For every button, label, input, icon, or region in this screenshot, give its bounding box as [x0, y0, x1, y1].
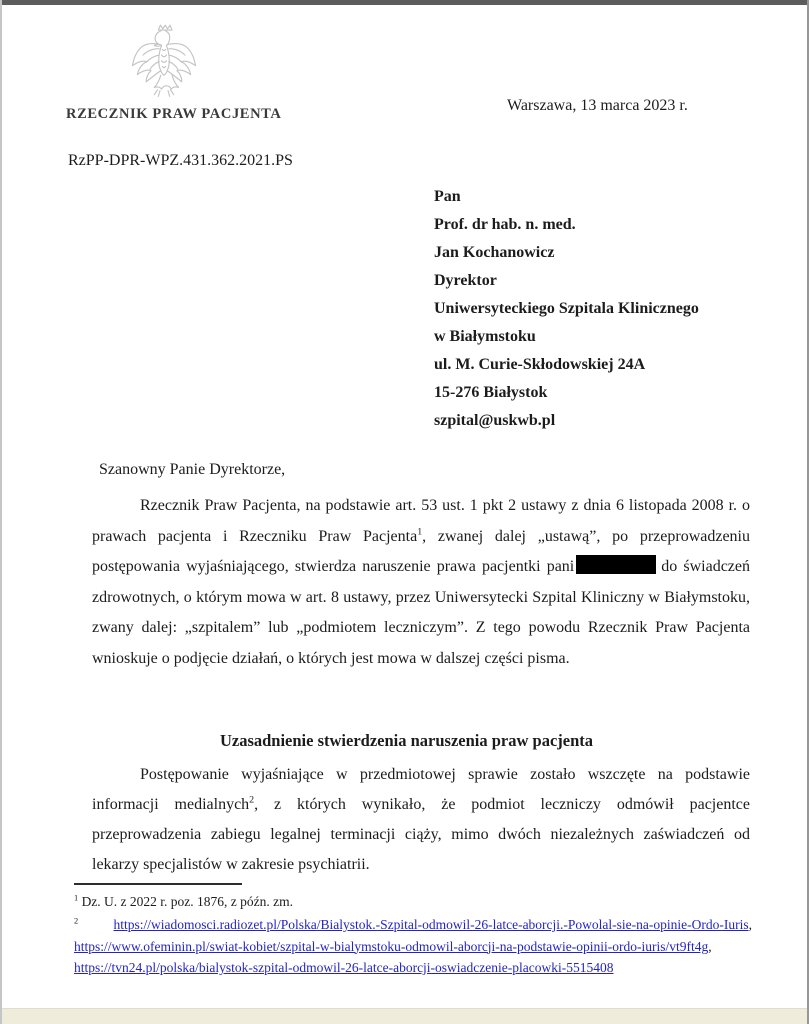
addressee-line: ul. M. Curie-Skłodowskiej 24A [434, 356, 646, 373]
footnote-link-ofeminin[interactable]: https://www.ofeminin.pl/swiat-kobiet/szpital-w-bialymstoku-odmowil-aborcji-na-podstawie-opinii-ordo-iuris/vt9ft4g [74, 938, 709, 954]
addressee-block [434, 183, 699, 435]
footnote-link-tvn24[interactable]: https://tvn24.pl/polska/bialystok-szpital-odmowil-26-latce-aborcji-oswiadczenie-placowki-5515408 [74, 960, 614, 975]
paragraph-text: do świadczeń zdrowotnych, o którym mowa w art. 8 ustawy, przez Uniwersytecki Szpital Kliniczny w Białymstoku, zwany dalej: „szpitalem” lub „podmiotem leczniczym”. Z tego powodu Rzecznik Praw Pacjenta wnioskuje o podjęcie działań, o których jest mowa w dalszej części pisma. [92, 558, 750, 667]
footnote-separator [74, 883, 242, 885]
addressee-line: Dyrektor [434, 272, 497, 289]
footnote-1 [74, 891, 752, 913]
addressee-line: Uniwersyteckiego Szpitala Klinicznego [434, 300, 699, 317]
case-reference-number: RzPP-DPR-WPZ.431.362.2021.PS [68, 152, 293, 169]
body-paragraph-2 [92, 760, 750, 880]
footnote-2-marker: 2 [74, 916, 79, 926]
paragraph-text: Rzecznik Praw Pacjenta, na podstawie art. 53 ust. 1 pkt 2 ustawy z dnia 6 listopada 2008 r. o prawach pacjenta i Rzeczniku Praw Pacjenta [92, 497, 750, 545]
salutation: Szanowny Panie Dyrektorze, [99, 461, 286, 478]
footnote-marker-2: 2 [249, 794, 255, 806]
body-paragraph-1 [92, 491, 750, 674]
paragraph-text: , zwanej dalej „ustawą”, po przeprowadzeniu postępowania wyjaśniającego, stwierdza naruszenie prawa pacjentki pani [92, 527, 750, 575]
addressee-email: szpital@uskwb.pl [434, 412, 556, 429]
letter-date: Warszawa, 13 marca 2023 r. [507, 97, 688, 114]
footnote-1-marker: 1 [74, 893, 79, 903]
redacted-patient-name [576, 555, 656, 574]
page-bottom-edge [2, 1008, 807, 1024]
org-name: RZECZNIK PRAW PACJENTA [66, 106, 282, 122]
polish-eagle-emblem-icon [122, 22, 206, 106]
addressee-line: Jan Kochanowicz [434, 244, 555, 261]
addressee-line: Prof. dr hab. n. med. [434, 216, 576, 233]
paragraph-text: Postępowanie wyjaśniające w przedmiotowej sprawie zostało wszczęte na podstawie informacji medialnych [92, 766, 750, 813]
footnote-1-text: Dz. U. z 2022 r. poz. 1876, z późn. zm. [81, 894, 294, 909]
section-heading: Uzasadnienie stwierdzenia naruszenia praw pacjenta [219, 731, 594, 750]
addressee-line: 15-276 Białystok [434, 384, 548, 401]
footnote-2 [74, 914, 752, 979]
footnote-link-radiozet[interactable]: https://wiadomosci.radiozet.pl/Polska/Bialystok.-Szpital-odmowil-26-latce-aborcji.-Powolal-sie-na-opinie-Ordo-Iuris [113, 917, 749, 932]
paragraph-text: , z których wynikało, że podmiot leczniczy odmówił pacjentce przeprowadzenia zabiegu legalnej terminacji ciąży, mimo dwóch niezależnych zaświadczeń od lekarzy specjalistów w zakresie psychiatrii. [92, 796, 750, 873]
link-separator: , [748, 917, 752, 932]
page-top-edge [2, 0, 807, 5]
link-separator: , [708, 938, 712, 954]
footnote-marker-1: 1 [417, 526, 423, 538]
addressee-line: w Białymstoku [434, 328, 536, 345]
addressee-line: Pan [434, 188, 461, 205]
